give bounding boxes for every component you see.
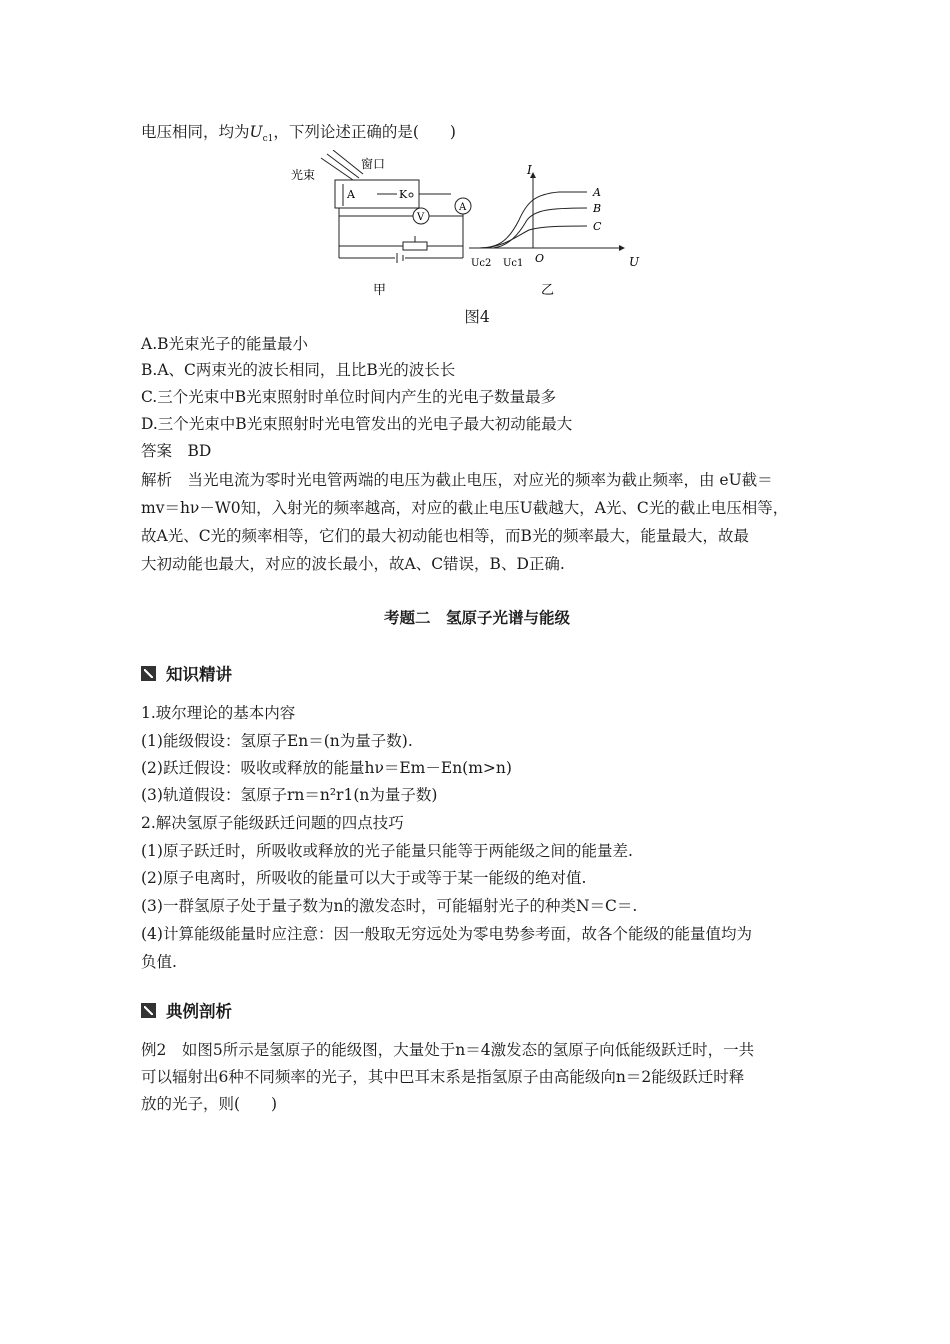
knowledge-line: (3)一群氢原子处于量子数为n的激发态时，可能辐射光子的种类N＝C＝. bbox=[141, 897, 638, 915]
question-intro-rest: ，下列论述正确的是( ) bbox=[273, 123, 456, 141]
caption-jia: 甲 bbox=[373, 283, 387, 298]
option-b: B.A、C两束光的波长相同，且比B光的波长长 bbox=[141, 361, 456, 379]
label-electrode-k: K bbox=[399, 188, 408, 201]
analysis-line: 故A光、C光的频率相等，它们的最大初动能也相等，而B光的频率最大，能量最大，故最 bbox=[141, 527, 749, 545]
circuit-diagram bbox=[321, 150, 471, 263]
option-a: A.B光束光子的能量最小 bbox=[141, 335, 309, 353]
knowledge-line: 负值. bbox=[141, 953, 177, 971]
knowledge-line: (3)轨道假设：氢原子rn＝n²r1(n为量子数) bbox=[141, 786, 438, 804]
section-example-header bbox=[141, 998, 232, 1022]
label-chuangkou: 窗口 bbox=[361, 157, 386, 171]
figure-title: 图4 bbox=[464, 308, 490, 326]
section-knowledge-title: 知识精讲 bbox=[166, 665, 232, 684]
rheostat bbox=[403, 242, 427, 250]
option-c: C.三个光束中B光束照射时单位时间内产生的光电子数量最多 bbox=[141, 388, 557, 406]
label-voltmeter: V bbox=[417, 212, 425, 223]
section-example-title: 典例剖析 bbox=[166, 1002, 232, 1021]
answer: 答案 BD bbox=[141, 442, 212, 460]
caption-yi: 乙 bbox=[541, 283, 555, 298]
u-axis-arrow bbox=[619, 245, 625, 251]
uc2-label: Uc2 bbox=[471, 258, 492, 269]
uc1-label: Uc1 bbox=[503, 258, 524, 269]
example-line: 例2 如图5所示是氢原子的能级图，大量处于n＝4激发态的氢原子向低能级跃迁时，一共 bbox=[141, 1041, 755, 1059]
uc1-subscript: c1 bbox=[262, 134, 274, 145]
analysis-line: 大初动能也最大，对应的波长最小，故A、C错误，B、D正确. bbox=[141, 555, 565, 573]
uc1-variable: U bbox=[249, 123, 263, 141]
example-line: 放的光子，则( ) bbox=[141, 1095, 278, 1113]
knowledge-line: 1.玻尔理论的基本内容 bbox=[141, 704, 296, 722]
knowledge-line: (1)原子跃迁时，所吸收或释放的光子能量只能等于两能级之间的能量差. bbox=[141, 842, 633, 860]
knowledge-line: (1)能级假设：氢原子En＝(n为量子数). bbox=[141, 732, 413, 750]
axis-label-u: U bbox=[629, 255, 640, 269]
knowledge-line: (2)原子电离时，所吸收的能量可以大于或等于某一能级的绝对值. bbox=[141, 869, 587, 887]
analysis-line: 解析 当光电流为零时光电管两端的电压为截止电压，对应光的频率为截止频率，由 eU截＝ bbox=[141, 471, 773, 489]
section-marker-icon bbox=[141, 666, 156, 681]
curve-b-label: B bbox=[593, 202, 602, 215]
section-knowledge-header bbox=[141, 661, 232, 685]
origin-label: O bbox=[535, 252, 545, 265]
topic-title: 考题二 氢原子光谱与能级 bbox=[383, 609, 570, 627]
knowledge-line: (2)跃迁假设：吸收或释放的能量hν＝Em－En(m>n) bbox=[141, 759, 512, 777]
curve-a-label: A bbox=[593, 186, 601, 199]
label-guangshu: 光束 bbox=[291, 168, 316, 182]
label-electrode-a: A bbox=[347, 188, 355, 201]
example-line: 可以辐射出6种不同频率的光子，其中巴耳末系是指氢原子由高能级向n＝2能级跃迁时释 bbox=[141, 1068, 745, 1086]
cathode-terminal bbox=[409, 193, 413, 197]
option-d: D.三个光束中B光束照射时光电管发出的光电子最大初动能最大 bbox=[141, 415, 573, 433]
section-marker-icon bbox=[141, 1003, 156, 1018]
question-intro bbox=[141, 121, 456, 150]
curve-c-label: C bbox=[593, 220, 602, 233]
iu-graph-panel bbox=[469, 150, 641, 300]
axis-label-i: I bbox=[527, 163, 532, 177]
question-intro-text: 电压相同，均为 bbox=[141, 123, 250, 141]
analysis-line: mv＝hν－W0知，入射光的频率越高，对应的截止电压U截越大，A光、C光的截止电压相等， bbox=[141, 499, 789, 517]
label-ammeter: A bbox=[459, 202, 467, 213]
knowledge-line: 2.解决氢原子能级跃迁问题的四点技巧 bbox=[141, 814, 404, 832]
knowledge-line: (4)计算能级能量时应注意：因一般取无穷远处为零电势参考面，故各个能级的能量值均为 bbox=[141, 925, 752, 943]
